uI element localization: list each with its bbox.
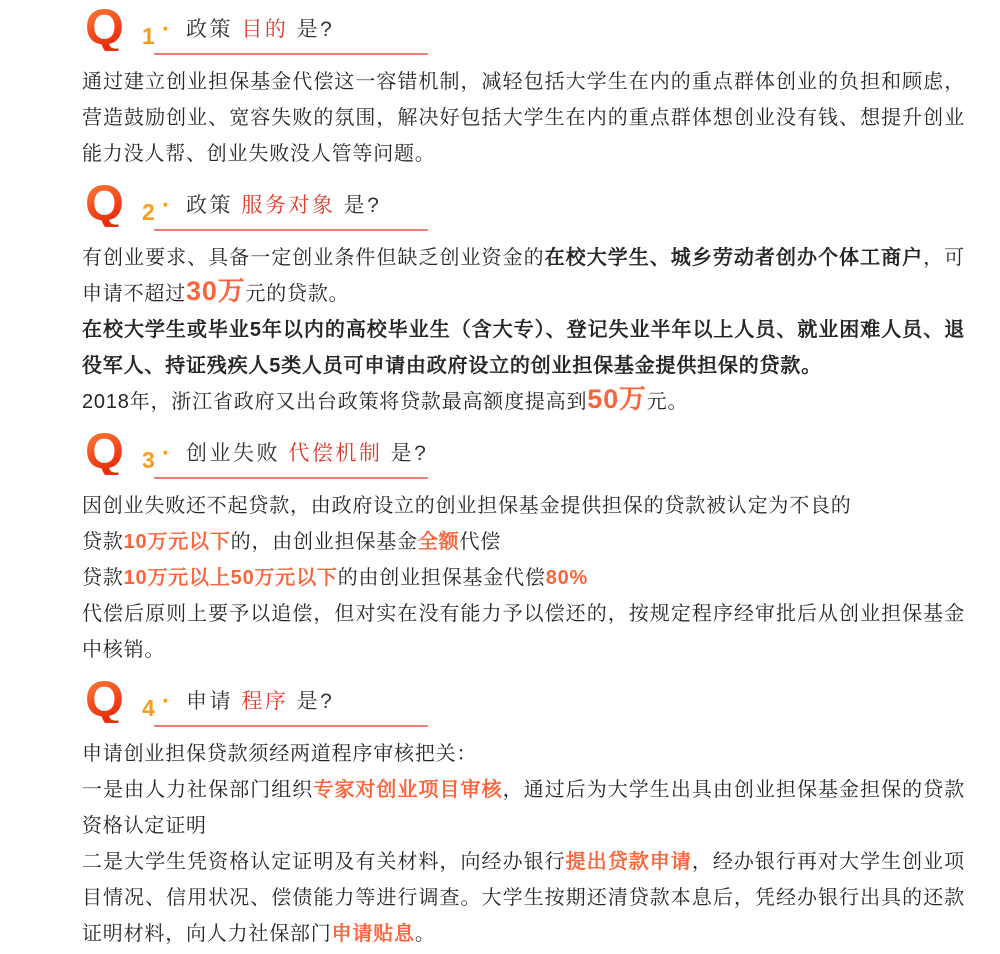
title-highlight: 服务对象 (241, 194, 336, 217)
text-run: 元。 (646, 391, 689, 413)
q-badge: Q (85, 423, 124, 479)
text-run-highlight: 申请贴息 (331, 923, 415, 945)
text-run: 。 (414, 923, 436, 945)
text-run: 代偿 (459, 531, 502, 553)
q-badge: Q (85, 671, 124, 727)
question-number-dot: · (162, 688, 170, 715)
question-number: 2 (142, 199, 155, 225)
title-highlight: 程序 (241, 690, 289, 713)
title-highlight: 代偿机制 (288, 442, 383, 465)
text-run-highlight: 全额 (417, 531, 460, 553)
question-number-dot: · (162, 16, 170, 43)
answer-paragraph (82, 560, 965, 596)
q-badge: Q (85, 175, 124, 231)
answer-paragraph (82, 844, 965, 952)
question-number-dot: · (162, 192, 170, 219)
text-run: ，通过后为大学生出具由创业担保基金担保的贷款资格认定证明 (82, 779, 965, 837)
answer-paragraph (82, 772, 965, 844)
title-text: 政策 (186, 18, 242, 41)
text-run: 二是大学生凭资格认定证明及有关材料，向经办银行 (82, 851, 566, 873)
question-title (186, 685, 334, 715)
title-text: 政策 (186, 194, 242, 217)
qa-section-3 (82, 423, 965, 668)
qa-section-4 (82, 671, 965, 952)
text-run-highlight: 10万元以下 (123, 531, 231, 553)
text-run-highlight: 提出贷款申请 (565, 851, 692, 873)
answer-paragraph (82, 312, 965, 384)
answer-paragraph (82, 596, 965, 668)
qa-section-1 (82, 0, 965, 172)
question-title (186, 189, 381, 219)
text-run: 2018年，浙江省政府又出台政策将贷款最高额度提高到 (82, 391, 588, 413)
title-underline (154, 53, 428, 55)
text-run: 通过建立创业担保基金代偿这一容错机制，减轻包括大学生在内的重点群体创业的负担和顾虑，营造鼓励创业、宽容失败的氛围，解决好包括大学生在内的重点群体想创业没有钱、想提升创业能力没人帮、创业失败没人管等问题。 (82, 71, 965, 165)
question-header (85, 0, 965, 55)
text-run: 的由创业担保基金代偿 (337, 567, 546, 589)
q-badge: Q (85, 0, 124, 55)
question-number: 1 (142, 23, 155, 49)
question-number-dot: · (162, 440, 170, 467)
text-run-bold: 在校大学生或毕业5年以内的高校毕业生（含大专）、登记失业半年以上人员、就业困难人员、退役军人、持证残疾人5类人员可申请由政府设立的创业担保基金提供担保的贷款。 (82, 319, 965, 377)
answer-paragraph (82, 736, 965, 772)
title-text: 是? (288, 690, 335, 713)
question-number: 3 (142, 447, 155, 473)
title-text: 创业失败 (186, 442, 289, 465)
text-run: 贷款 (82, 567, 124, 589)
title-underline (154, 229, 428, 231)
answer-paragraph (82, 524, 965, 560)
question-title (186, 437, 428, 467)
question-header (85, 671, 965, 727)
text-run-bold: 在校大学生、城乡劳动者创办个体工商户 (544, 247, 924, 269)
title-highlight: 目的 (241, 18, 289, 41)
text-run: 一是由人力社保部门组织 (82, 779, 314, 801)
text-run: 贷款 (82, 531, 124, 553)
text-run-highlight: 专家对创业项目审核 (313, 779, 503, 801)
title-text: 是? (382, 442, 429, 465)
answer-paragraph (82, 488, 965, 524)
title-text: 是? (335, 194, 382, 217)
text-run: ，可申请不超过 (82, 247, 965, 305)
answer-paragraph (82, 384, 965, 420)
question-title (186, 13, 334, 43)
amount-highlight: 30万 (186, 276, 246, 306)
qa-section-2 (82, 175, 965, 420)
answer-paragraph (82, 240, 965, 312)
text-run: 的，由创业担保基金 (230, 531, 418, 553)
text-run: 因创业失败还不起贷款，由政府设立的创业担保基金提供担保的贷款被认定为不良的 (82, 495, 852, 517)
text-run: 申请创业担保贷款须经两道程序审核把关： (82, 743, 478, 765)
text-run: 元的贷款。 (245, 283, 350, 305)
title-text: 申请 (186, 690, 242, 713)
title-text: 是? (288, 18, 335, 41)
title-underline (154, 477, 428, 479)
text-run: 有创业要求、具备一定创业条件但缺乏创业资金的 (82, 247, 545, 269)
text-run: 代偿后原则上要予以追偿，但对实在没有能力予以偿还的，按规定程序经审批后从创业担保基金中核销。 (82, 603, 965, 661)
question-number: 4 (142, 695, 155, 721)
answer-paragraph (82, 64, 965, 172)
question-header (85, 175, 965, 231)
amount-highlight: 50万 (587, 384, 647, 414)
percent-highlight: 80% (545, 567, 589, 589)
text-run-highlight: 10万元以上50万元以下 (123, 567, 338, 589)
text-run: ，经办银行再对大学生创业项目情况、信用状况、偿债能力等进行调查。大学生按期还清贷款本息后，凭经办银行出具的还款证明材料，向人力社保部门 (82, 851, 965, 945)
question-header (85, 423, 965, 479)
title-underline (154, 725, 428, 727)
